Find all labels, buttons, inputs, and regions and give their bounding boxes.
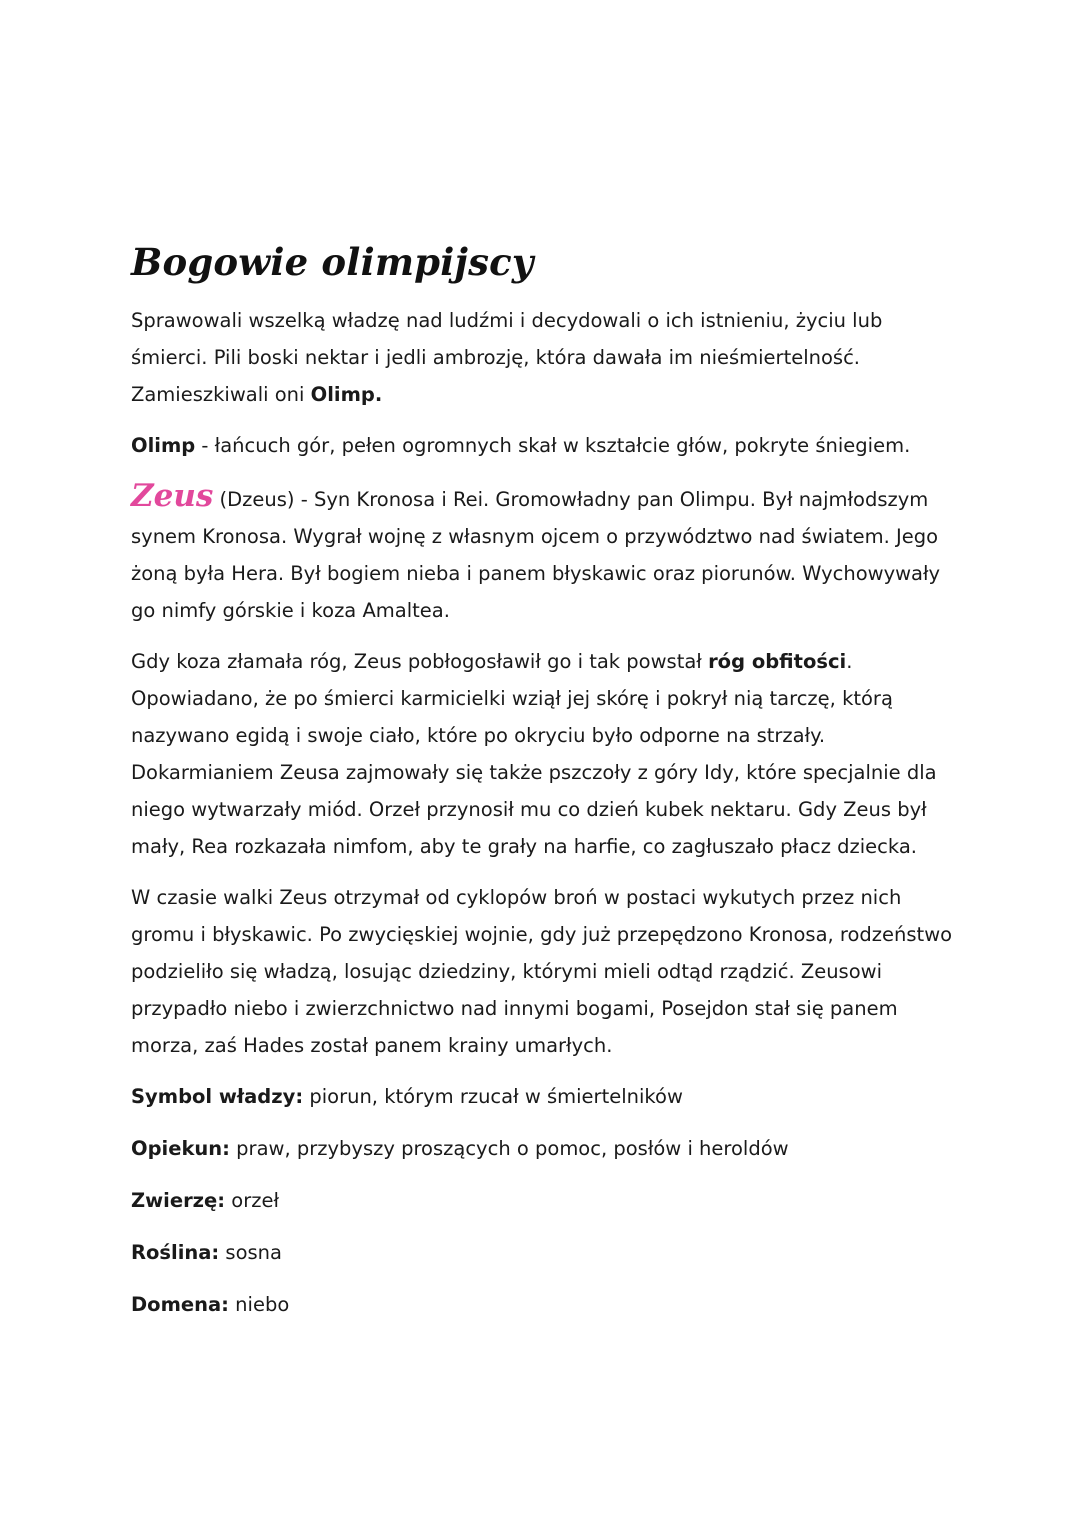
olimp-term: Olimp — [131, 434, 196, 457]
intro-paragraph — [131, 302, 961, 413]
cornucopia-text-before: Gdy koza złamała róg, Zeus pobłogosławił go i tak powstał — [131, 650, 709, 673]
attribute-value: piorun, którym rzucał w śmiertelników — [303, 1085, 683, 1108]
intro-text: Sprawowali wszelką władzę nad ludźmi i decydowali o ich istnieniu, życiu lub śmierci. Pili boski nektar i jedli ambrozję, która dawała im nieśmiertelność. Zamieszkiwali oni — [131, 309, 883, 406]
attribute-value: orzeł — [225, 1189, 279, 1212]
attribute-label: Symbol władzy: — [131, 1085, 304, 1108]
attribute-label: Domena: — [131, 1293, 229, 1316]
war-paragraph: W czasie walki Zeus otrzymał od cyklopów broń w postaci wykutych przez nich gromu i błyskawic. Po zwycięskiej wojnie, gdy już przepędzono Kronosa, rodzeństwo podzieliło się władzą, losując dziedziny, którymi mieli odtąd rządzić. Zeusowi przypadło niebo i zwierzchnictwo nad innymi bogami, Posejdon stał się panem morza, zaś Hades został panem krainy umarłych. — [131, 886, 953, 1057]
attribute-label: Roślina: — [131, 1241, 220, 1264]
cornucopia-bold: róg obfitości — [708, 650, 847, 673]
attribute-label: Zwierzę: — [131, 1189, 226, 1212]
cornucopia-paragraph — [131, 643, 961, 865]
page-title: Bogowie olimpijscy — [131, 240, 534, 284]
attribute-guardian — [131, 1130, 961, 1167]
attribute-value: praw, przybyszy proszących o pomoc, posłów i heroldów — [229, 1137, 789, 1160]
attribute-label: Opiekun: — [131, 1137, 230, 1160]
attribute-domain — [131, 1286, 961, 1323]
intro-olimp-bold: Olimp. — [310, 383, 383, 406]
attribute-symbol — [131, 1078, 961, 1115]
zeus-heading: Zeus — [131, 478, 214, 514]
olimp-definition — [131, 427, 961, 464]
attribute-value: niebo — [228, 1293, 290, 1316]
zeus-paragraph — [131, 478, 961, 629]
attribute-value: sosna — [219, 1241, 282, 1264]
document-page — [131, 236, 961, 1338]
zeus-text: (Dzeus) - Syn Kronosa i Rei. Gromowładny pan Olimpu. Był najmłodszym synem Kronosa. Wygrał wojnę z własnym ojcem o przywództwo nad światem. Jego żoną była Hera. Był bogiem nieba i panem błyskawic oraz piorunów. Wychowywały go nimfy górskie i koza Amaltea. — [131, 488, 941, 622]
attribute-animal — [131, 1182, 961, 1219]
cornucopia-text-after: . Opowiadano, że po śmierci karmicielki wziął jej skórę i pokrył nią tarczę, którą nazywano egidą i swoje ciało, które po okryciu było odporne na strzały. Dokarmianiem Zeusa zajmowały się także pszczoły z góry Idy, które specjalnie dla niego wytwarzały miód. Orzeł przynosił mu co dzień kubek nektaru. Gdy Zeus był mały, Rea rozkazała nimfom, aby te grały na harfie, co zagłuszało płacz dziecka. — [131, 650, 937, 858]
attribute-plant — [131, 1234, 961, 1271]
olimp-text: - łańcuch gór, pełen ogromnych skał w kształcie głów, pokryte śniegiem. — [195, 434, 911, 457]
